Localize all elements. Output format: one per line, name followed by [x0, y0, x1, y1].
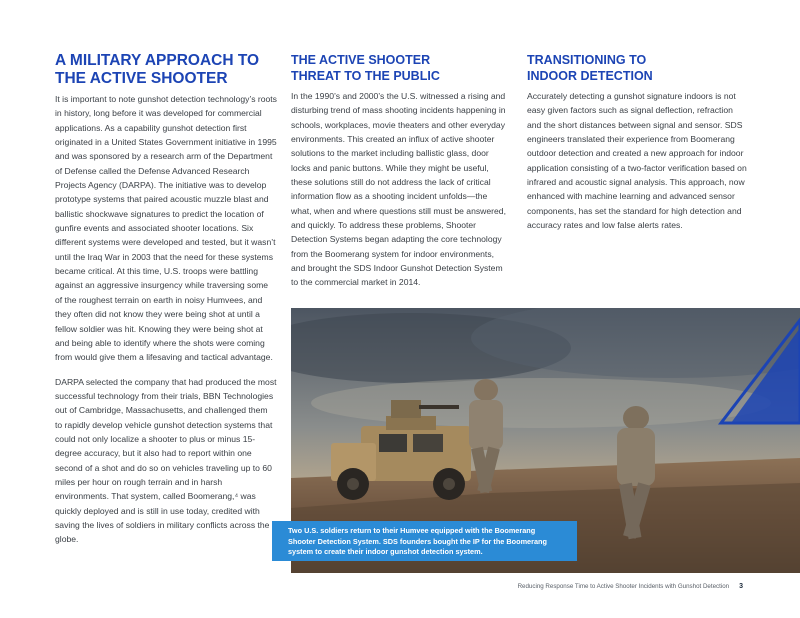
- heading-line-1: THE ACTIVE SHOOTER: [291, 53, 431, 67]
- caption-line: Two U.S. soldiers return to their Humvee equipped with the Boomerang: [288, 526, 536, 535]
- body-paragraph: Accurately detecting a gunshot signature indoors is not easy given factors such as signal deflection, refraction and the short distances between signal and sensor. SDS engineers translated their experience from Boomerang outdoor detection and created a new approach for indoor application consisting of a two-factor verification based on infrared and acoustic signal analysis. This approach, now enhanced with machine learning and advanced sensor components, has set the standard for high detection and accuracy rates and low false alerts rates.: [527, 91, 747, 231]
- section-indoor-detection: [527, 52, 747, 232]
- page-footer: [518, 583, 743, 590]
- page-number: 3: [739, 583, 743, 590]
- caption-line: Shooter Detection System. SDS founders bought the IP for the Boomerang: [288, 536, 547, 546]
- heading-line-2: INDOOR DETECTION: [527, 69, 653, 83]
- body-paragraph: It is important to note gunshot detection technology’s roots in history, long before it was developed for commercial applications. As a capability gunshot detection first originated in a United States Government initiative in 1995 and was sponsored by a research arm of the Department of Defense called the Defense Advanced Research Projects Agency (DARPA). The initiative was to develop prototype systems that paired acoustic muzzle blast and ballistic shockwave signatures to predict the location of gunfire events and associated shooter locations. Six different systems were developed and tested, but it wasn’t until the Iraq War in 2003 that the need for these systems became critical. At this time, U.S. troops were battling against an aggressive insurgency while traversing some of the roughest terrain on earth in noisy Humvees, and they often did not know they were being shot at until a fellow soldier was hit. Knowing they were being shot at and being able to identify where the shots were coming from would give them a lifesaving and tactical advantage.: [55, 94, 277, 363]
- footer-title: Reducing Response Time to Active Shooter Incidents with Gunshot Detection: [517, 583, 730, 590]
- photo-caption: [272, 521, 577, 561]
- section-indoor-detection-heading: [527, 52, 747, 84]
- heading-line-2: THREAT TO THE PUBLIC: [291, 69, 440, 83]
- heading-line-1: TRANSITIONING TO: [527, 53, 647, 67]
- section-military-approach-heading: [55, 52, 277, 88]
- heading-line-2: THE ACTIVE SHOOTER: [55, 70, 228, 87]
- section-active-shooter-threat: [291, 52, 509, 290]
- section-military-approach: [55, 52, 277, 547]
- heading-line-1: A MILITARY APPROACH TO: [55, 52, 260, 69]
- caption-line: system to create their indoor gunshot detection system.: [288, 547, 483, 557]
- body-paragraph: DARPA selected the company that had produced the most successful technology from their trials, BBN Technologies out of Cambridge, Massachusetts, and challenged them to rapidly develop vehicle gunshot detection systems that could not only localize a shooter to plus or minus 15-degree accuracy, but it also had to report within one second of a shot and do so on vehicles traveling up to 60 miles per hour on rough terrain and in harsh environments. That system, called Boomerang,⁴ was quickly deployed and is still in use today, credited with saving the lives of soldiers in military conflicts across the globe.: [55, 376, 277, 545]
- section-active-shooter-heading: [291, 52, 509, 84]
- body-paragraph: In the 1990’s and 2000’s the U.S. witnessed a rising and disturbing trend of mass shooting incidents happening in schools, workplaces, movie theaters and other everyday environments. This created an influx of active shooter solutions to the market including ballistic glass, door locks and panic buttons. While they might be useful, these solutions still do not address the lack of critical information flow as a shooting incident unfolds—the what, when and where questions still must be answered, and quickly. To address these problems, Shooter Detection Systems began adapting the core technology from the Boomerang system for indoor environments, and brought the SDS Indoor Gunshot Detection System to the commercial market in 2014.: [291, 91, 506, 288]
